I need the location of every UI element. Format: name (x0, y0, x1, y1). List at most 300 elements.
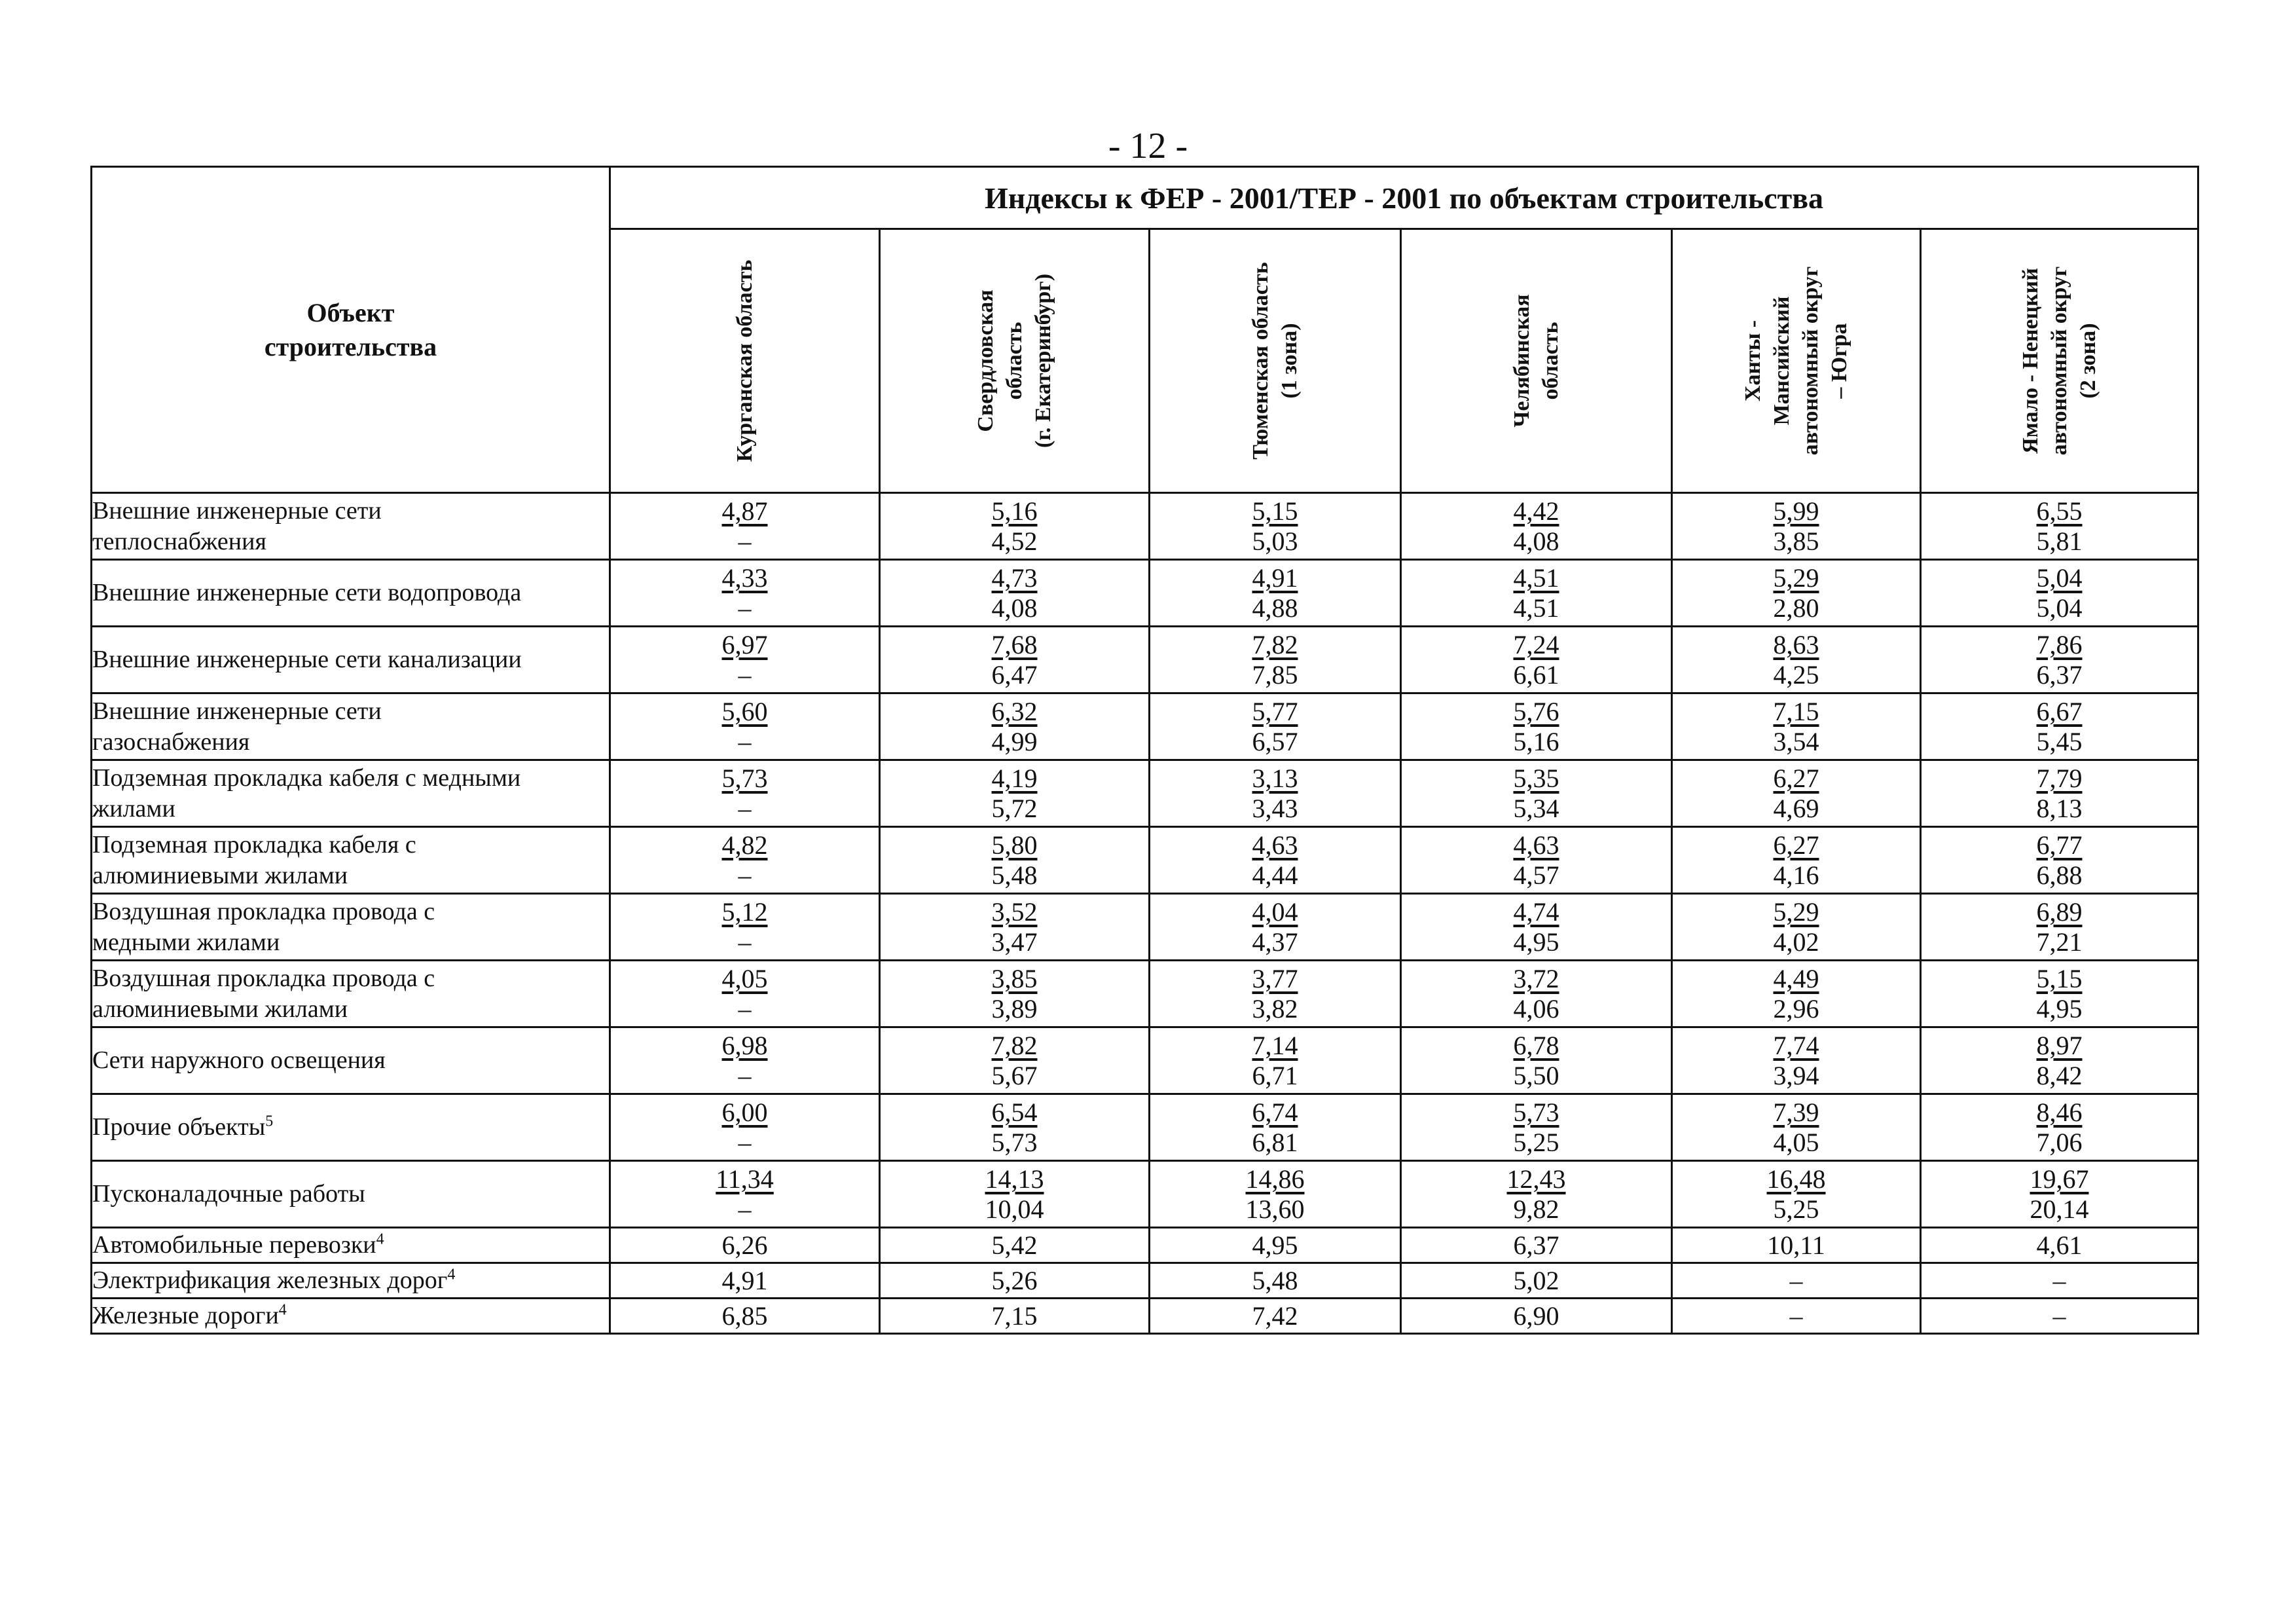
index-value-top: 8,97 (2036, 1030, 2083, 1060)
index-value (880, 1027, 1150, 1094)
index-value-top: 5,12 (721, 896, 768, 927)
table-row (92, 1299, 2198, 1334)
index-value-top: 5,29 (1773, 563, 1819, 593)
region-header-line: Челябинская (1509, 294, 1534, 428)
object-name-line: Внешние инженерные сети (92, 697, 382, 725)
index-value (1150, 1228, 1401, 1263)
index-value (1150, 627, 1401, 693)
object-name (92, 693, 610, 760)
index-value-bottom: 10,04 (985, 1194, 1044, 1224)
object-name-line: жилами (92, 794, 175, 822)
index-value-top: 4,63 (1513, 830, 1559, 860)
index-value (1672, 1228, 1921, 1263)
index-value (1150, 493, 1401, 560)
index-value-top: 6,98 (721, 1030, 768, 1060)
index-value-top: 6,89 (2036, 896, 2083, 927)
index-value (1401, 1299, 1672, 1334)
object-name-line: Автомобильные перевозки (92, 1231, 376, 1259)
index-value (880, 1094, 1150, 1161)
index-value (880, 627, 1150, 693)
index-value (1150, 760, 1401, 827)
index-value (1401, 1094, 1672, 1161)
index-value (1150, 1027, 1401, 1094)
index-value-top: 5,73 (721, 763, 768, 793)
index-value-bottom: 4,08 (1513, 526, 1559, 556)
index-value (1921, 1263, 2198, 1299)
index-value (1672, 1161, 1921, 1228)
object-header-line: Объект (306, 297, 395, 327)
object-name-line: газоснабжения (92, 728, 250, 756)
index-value (880, 894, 1150, 961)
index-value-bottom: 3,82 (1252, 993, 1298, 1024)
index-value-top: 8,63 (1773, 629, 1819, 659)
index-value-bottom: – (738, 927, 752, 957)
index-value-bottom: 5,45 (2036, 726, 2083, 756)
object-name (92, 1263, 610, 1299)
index-value (1150, 894, 1401, 961)
index-value-bottom: 4,52 (991, 526, 1038, 556)
index-value-top: 3,52 (991, 896, 1038, 927)
index-value (1401, 1263, 1672, 1299)
index-value-top: 11,34 (716, 1164, 774, 1194)
index-value (1401, 693, 1672, 760)
index-value (610, 493, 880, 560)
index-value (1672, 894, 1921, 961)
index-value-bottom: 3,85 (1773, 526, 1819, 556)
object-name (92, 961, 610, 1027)
index-value-top: 7,74 (1773, 1030, 1819, 1060)
index-value (1672, 760, 1921, 827)
index-value (1150, 560, 1401, 627)
index-value-bottom: 5,67 (991, 1060, 1038, 1090)
index-value-single: 6,26 (721, 1230, 768, 1260)
index-value-top: 7,86 (2036, 629, 2083, 659)
index-value (880, 961, 1150, 1027)
index-value-bottom: 4,37 (1252, 927, 1298, 957)
index-value-top: 12,43 (1506, 1164, 1566, 1194)
object-name-line: Воздушная прокладка провода с (92, 897, 435, 925)
index-value (1672, 627, 1921, 693)
index-value (880, 1228, 1150, 1263)
index-value (610, 1161, 880, 1228)
index-value-single: 5,26 (991, 1265, 1038, 1295)
index-value-single: 7,15 (991, 1301, 1038, 1331)
region-column-header (1150, 229, 1401, 493)
index-value-bottom: 6,61 (1513, 659, 1559, 690)
region-header-line: Ямало - Ненецкий (2018, 268, 2043, 454)
index-value-bottom: 4,02 (1773, 927, 1819, 957)
index-value (1921, 961, 2198, 1027)
footnote-marker: 5 (265, 1113, 274, 1130)
object-name-line: Прочие объекты (92, 1113, 266, 1141)
object-name-line: алюминиевыми жилами (92, 995, 348, 1023)
index-value-single: 4,95 (1252, 1230, 1298, 1260)
index-value-single: 4,61 (2036, 1230, 2083, 1260)
index-value-top: 4,04 (1252, 896, 1298, 927)
index-value-bottom: – (738, 860, 752, 890)
region-column-header (880, 229, 1150, 493)
index-value-single: 6,37 (1513, 1230, 1559, 1260)
index-value-bottom: 6,37 (2036, 659, 2083, 690)
region-column-header (1401, 229, 1672, 493)
index-value (1672, 827, 1921, 894)
index-value-top: 7,82 (991, 1030, 1038, 1060)
index-value-single: 10,11 (1767, 1230, 1825, 1260)
index-value-top: 6,78 (1513, 1030, 1559, 1060)
index-value-single: – (2052, 1265, 2066, 1295)
index-value-top: 7,15 (1773, 696, 1819, 726)
region-header-line: Свердловская (973, 289, 998, 432)
object-name (92, 1161, 610, 1228)
index-value-bottom: – (738, 793, 752, 823)
index-value (1150, 1263, 1401, 1299)
index-value-top: 5,15 (2036, 963, 2083, 993)
object-name (92, 560, 610, 627)
object-name (92, 493, 610, 560)
index-value (610, 693, 880, 760)
object-name-line: Сети наружного освещения (92, 1046, 386, 1074)
object-name (92, 1299, 610, 1334)
object-name-line: Электрификация железных дорог (92, 1266, 448, 1294)
index-value-top: 7,14 (1252, 1030, 1298, 1060)
index-value (610, 760, 880, 827)
region-header-line: автономный округ (1798, 266, 1823, 456)
object-name-line: Внешние инженерные сети канализации (92, 646, 522, 673)
table-row (92, 627, 2198, 693)
index-value-top: 4,74 (1513, 896, 1559, 927)
table-row (92, 894, 2198, 961)
index-value-top: 3,85 (991, 963, 1038, 993)
index-value (1921, 827, 2198, 894)
index-value-top: 8,46 (2036, 1097, 2083, 1127)
index-value-single: 5,48 (1252, 1265, 1298, 1295)
index-value-bottom: 6,47 (991, 659, 1038, 690)
index-value (1921, 1299, 2198, 1334)
region-header-line: Курганская область (732, 259, 757, 462)
index-value-top: 16,48 (1766, 1164, 1826, 1194)
table-caption: Индексы к ФЕР - 2001/ТЕР - 2001 по объектам строительства (610, 167, 2198, 229)
index-value (1150, 827, 1401, 894)
index-value-bottom: 7,85 (1252, 659, 1298, 690)
object-column-header (92, 167, 610, 493)
object-name (92, 894, 610, 961)
index-value-top: 3,77 (1252, 963, 1298, 993)
table-row (92, 1027, 2198, 1094)
region-header-line: область (1538, 322, 1563, 400)
object-name-line: Пусконаладочные работы (92, 1180, 365, 1208)
index-value-bottom: 6,57 (1252, 726, 1298, 756)
index-value-top: 6,27 (1773, 830, 1819, 860)
footnote-marker: 4 (447, 1266, 456, 1283)
index-value-top: 6,54 (991, 1097, 1038, 1127)
index-value-bottom: – (738, 1127, 752, 1157)
index-value (880, 560, 1150, 627)
index-value (1921, 1094, 2198, 1161)
index-value (1921, 627, 2198, 693)
index-value-bottom: 6,71 (1252, 1060, 1298, 1090)
index-value-bottom: – (738, 593, 752, 623)
index-value-bottom: – (738, 993, 752, 1024)
index-value-bottom: – (738, 1060, 752, 1090)
index-value-bottom: 4,88 (1252, 593, 1298, 623)
index-value-bottom: – (738, 526, 752, 556)
index-value-bottom: 7,21 (2036, 927, 2083, 957)
index-value-top: 5,77 (1252, 696, 1298, 726)
index-value (1150, 1299, 1401, 1334)
index-value (610, 1299, 880, 1334)
object-name (92, 1094, 610, 1161)
index-value (1401, 894, 1672, 961)
index-value (1672, 1299, 1921, 1334)
index-value (1921, 493, 2198, 560)
index-value-top: 5,76 (1513, 696, 1559, 726)
index-value-top: 3,13 (1252, 763, 1298, 793)
index-value-top: 4,42 (1513, 496, 1559, 526)
index-value (1921, 560, 2198, 627)
index-value-top: 4,63 (1252, 830, 1298, 860)
index-value-top: 4,05 (721, 963, 768, 993)
region-header-line: Тюменская область (1248, 262, 1273, 460)
index-value-top: 4,49 (1773, 963, 1819, 993)
index-value (1921, 1228, 2198, 1263)
index-value-top: 5,29 (1773, 896, 1819, 927)
index-value-top: 4,51 (1513, 563, 1559, 593)
index-value (1672, 1094, 1921, 1161)
index-value-bottom: 8,42 (2036, 1060, 2083, 1090)
table-row (92, 493, 2198, 560)
index-value-top: 6,55 (2036, 496, 2083, 526)
index-value-bottom: 5,73 (991, 1127, 1038, 1157)
object-name (92, 827, 610, 894)
index-value (1150, 1161, 1401, 1228)
index-value (880, 1299, 1150, 1334)
index-value (880, 827, 1150, 894)
index-value-bottom: 5,03 (1252, 526, 1298, 556)
index-value-top: 4,91 (1252, 563, 1298, 593)
index-value (1401, 1027, 1672, 1094)
index-value-top: 7,24 (1513, 629, 1559, 659)
index-value-bottom: 9,82 (1513, 1194, 1559, 1224)
index-value-bottom: 4,05 (1773, 1127, 1819, 1157)
index-value-top: 5,04 (2036, 563, 2083, 593)
index-value (1672, 1263, 1921, 1299)
index-value-single: 6,90 (1513, 1301, 1559, 1331)
index-value-bottom: 3,94 (1773, 1060, 1819, 1090)
object-header-line: строительства (264, 331, 437, 361)
index-value (1401, 560, 1672, 627)
index-value-top: 7,68 (991, 629, 1038, 659)
index-value-top: 14,86 (1245, 1164, 1305, 1194)
table-row (92, 827, 2198, 894)
index-value-top: 6,77 (2036, 830, 2083, 860)
index-value (1672, 493, 1921, 560)
index-value-bottom: 4,08 (991, 593, 1038, 623)
object-name-line: Железные дороги (92, 1302, 279, 1329)
index-value-single: – (1789, 1265, 1803, 1295)
index-value (880, 1263, 1150, 1299)
index-value-single: 4,91 (721, 1265, 768, 1295)
index-value-bottom: 4,25 (1773, 659, 1819, 690)
index-value-bottom: 4,95 (2036, 993, 2083, 1024)
index-value-top: 7,39 (1773, 1097, 1819, 1127)
index-value-top: 6,97 (721, 629, 768, 659)
index-value-top: 6,32 (991, 696, 1038, 726)
index-value-bottom: 3,89 (991, 993, 1038, 1024)
index-value-bottom: 6,88 (2036, 860, 2083, 890)
index-value-bottom: 5,34 (1513, 793, 1559, 823)
index-value-bottom: 4,95 (1513, 927, 1559, 957)
index-value-bottom: 3,54 (1773, 726, 1819, 756)
index-value (1401, 1228, 1672, 1263)
index-value-top: 7,79 (2036, 763, 2083, 793)
table-row (92, 1263, 2198, 1299)
index-value-top: 14,13 (985, 1164, 1044, 1194)
index-value-top: 4,87 (721, 496, 768, 526)
table-row (92, 760, 2198, 827)
index-value-top: 6,00 (721, 1097, 768, 1127)
index-value (1921, 894, 2198, 961)
index-value-bottom: 8,13 (2036, 793, 2083, 823)
region-column-header (610, 229, 880, 493)
index-value-single: – (2052, 1301, 2066, 1331)
index-value-top: 5,73 (1513, 1097, 1559, 1127)
index-value (1672, 560, 1921, 627)
index-value (610, 1263, 880, 1299)
index-value-top: 4,82 (721, 830, 768, 860)
index-value-bottom: 5,81 (2036, 526, 2083, 556)
index-value (1150, 1094, 1401, 1161)
index-value-top: 5,16 (991, 496, 1038, 526)
object-name-line: медными жилами (92, 928, 280, 956)
index-value (1401, 961, 1672, 1027)
index-value (610, 627, 880, 693)
index-value-bottom: 5,48 (991, 860, 1038, 890)
index-value (880, 1161, 1150, 1228)
region-header-line: Мансийский (1769, 296, 1794, 426)
index-value (1401, 827, 1672, 894)
index-value-top: 19,67 (2030, 1164, 2089, 1194)
index-value (1401, 1161, 1672, 1228)
index-value-single: 5,42 (991, 1230, 1038, 1260)
index-value (880, 760, 1150, 827)
index-value-single: 5,02 (1513, 1265, 1559, 1295)
table-row (92, 1161, 2198, 1228)
index-value (1150, 693, 1401, 760)
index-value-top: 7,82 (1252, 629, 1298, 659)
index-value (1921, 1027, 2198, 1094)
index-value-top: 5,60 (721, 696, 768, 726)
index-value-single: 6,85 (721, 1301, 768, 1331)
index-value (610, 1027, 880, 1094)
object-name (92, 1228, 610, 1263)
index-value-top: 4,19 (991, 763, 1038, 793)
index-value-bottom: 5,50 (1513, 1060, 1559, 1090)
index-value (1672, 1027, 1921, 1094)
index-value-top: 6,67 (2036, 696, 2083, 726)
index-value-top: 6,74 (1252, 1097, 1298, 1127)
index-value-bottom: 5,04 (2036, 593, 2083, 623)
object-name (92, 760, 610, 827)
region-column-header (1672, 229, 1921, 493)
region-header-line: (г. Екатеринбург) (1030, 273, 1055, 449)
footnote-marker: 4 (376, 1230, 384, 1248)
table-row (92, 961, 2198, 1027)
region-header-line: область (1002, 322, 1027, 400)
region-header-line: (2 зона) (2075, 323, 2100, 399)
index-value-single: 7,42 (1252, 1301, 1298, 1331)
table-row (92, 693, 2198, 760)
index-value-bottom: 2,96 (1773, 993, 1819, 1024)
region-column-header (1921, 229, 2198, 493)
index-value-bottom: – (738, 659, 752, 690)
index-value (610, 827, 880, 894)
index-value-top: 5,80 (991, 830, 1038, 860)
region-header-line: автономный округ (2047, 266, 2071, 456)
index-value-bottom: 13,60 (1245, 1194, 1305, 1224)
object-name-line: Внешние инженерные сети (92, 496, 382, 525)
index-table (90, 166, 2199, 1335)
object-name-line: теплоснабжения (92, 527, 266, 555)
index-value-top: 4,33 (721, 563, 768, 593)
index-value-top: 5,35 (1513, 763, 1559, 793)
index-value-bottom: 4,69 (1773, 793, 1819, 823)
index-value (1150, 961, 1401, 1027)
index-value (880, 493, 1150, 560)
index-value (1672, 961, 1921, 1027)
index-value (610, 1094, 880, 1161)
index-value-bottom: 6,81 (1252, 1127, 1298, 1157)
index-value (610, 961, 880, 1027)
object-name-line: Подземная прокладка кабеля с медными (92, 764, 521, 792)
index-value-bottom: 3,47 (991, 927, 1038, 957)
index-value-bottom: 7,06 (2036, 1127, 2083, 1157)
page-number: - 12 - (1108, 126, 1188, 166)
index-value-bottom: 4,57 (1513, 860, 1559, 890)
region-header-line: (1 зона) (1277, 323, 1302, 399)
index-value-single: – (1789, 1301, 1803, 1331)
table-row (92, 560, 2198, 627)
object-name (92, 627, 610, 693)
index-value-bottom: 4,51 (1513, 593, 1559, 623)
table-row (92, 1228, 2198, 1263)
index-value (1401, 493, 1672, 560)
index-value-top: 4,73 (991, 563, 1038, 593)
index-value-bottom: 4,06 (1513, 993, 1559, 1024)
index-value (1921, 760, 2198, 827)
index-value (1401, 627, 1672, 693)
index-value-top: 3,72 (1513, 963, 1559, 993)
region-header-line: – Югра (1827, 323, 1851, 399)
object-name-line: Воздушная прокладка провода с (92, 964, 435, 992)
object-name-line: алюминиевыми жилами (92, 861, 348, 889)
object-name-line: Внешние инженерные сети водопровода (92, 579, 522, 606)
index-value-bottom: – (738, 1194, 752, 1224)
object-name (92, 1027, 610, 1094)
index-value (1672, 693, 1921, 760)
index-value-top: 5,99 (1773, 496, 1819, 526)
index-value-bottom: – (738, 726, 752, 756)
index-value-bottom: 4,44 (1252, 860, 1298, 890)
index-value-bottom: 2,80 (1773, 593, 1819, 623)
footnote-marker: 4 (278, 1301, 287, 1319)
index-value-bottom: 3,43 (1252, 793, 1298, 823)
index-value-top: 5,15 (1252, 496, 1298, 526)
index-value-bottom: 4,16 (1773, 860, 1819, 890)
index-value-bottom: 5,25 (1513, 1127, 1559, 1157)
index-value (1401, 760, 1672, 827)
index-value (880, 693, 1150, 760)
index-value-bottom: 20,14 (2030, 1194, 2089, 1224)
